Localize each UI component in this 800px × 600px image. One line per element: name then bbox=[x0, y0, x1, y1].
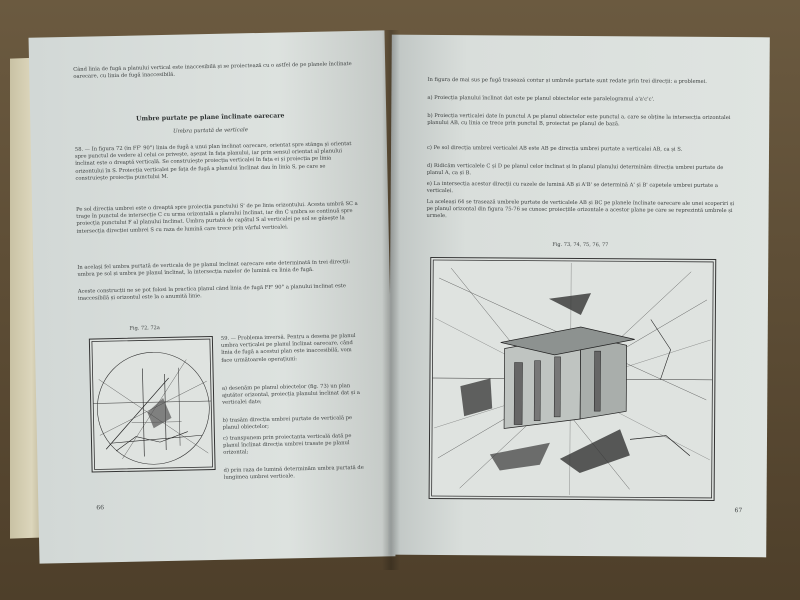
book-gutter-shadow bbox=[382, 30, 400, 570]
right-figure-73 bbox=[429, 257, 717, 501]
right-paragraph-7: La aceleași 64 se trasează umbrele purtate de verticalele AB și BC pe planele înclinate oarecare ale unei scoperiri și pe planul orizontal din figura 75-76 se cunosc proiecțiile orizontale a acestor plane pe care se reprezintă umbrele și urmele. bbox=[426, 198, 735, 220]
right-figure-caption: Fig. 73, 74, 75, 76, 77 bbox=[552, 241, 609, 249]
left-paragraph-6: a) desenăm pe planul obiectelor (fig. 73) un plan ajutător orizontal, proiecția planului înclinat dat și a verticalei date; bbox=[221, 383, 360, 407]
left-intro-text: Când linia de fugă a planului vertical este inaccesibilă și se proiectează cu o astfel de pe planele înclinate oarecare, cu linia de fugă inaccesibilă. bbox=[73, 61, 352, 81]
left-page bbox=[29, 30, 396, 563]
right-paragraph-2: a) Proiecția planului înclinat dat este pe planul obiectelor este paralelogramul a'a'c'c'. bbox=[427, 94, 655, 103]
left-figure-drawing bbox=[90, 337, 215, 472]
left-paragraph-8: c) transpunem prin proiectanta verticală dată pe planul înclinat direcția umbrei trasate pe planul orizontal; bbox=[222, 433, 352, 457]
left-page-number: 66 bbox=[96, 504, 105, 512]
right-paragraph-3: b) Proiecția verticalei date în punctul A pe planul obiectelor este punctul a, care se obține la intersecția orizontalei planului AB, cu linia ce trece prin punctul B, proiectat pe planul de bază. bbox=[427, 112, 731, 128]
right-figure-drawing bbox=[430, 258, 716, 500]
left-subheading: Umbra purtată de verticale bbox=[173, 127, 248, 135]
left-figure-72 bbox=[89, 336, 216, 473]
right-paragraph-6: e) La intersecția acestor direcții cu razele de lumină AB și A'B' se determină A' și B' capetele umbrei purtate a verticalei. bbox=[426, 180, 718, 195]
right-paragraph-5: d) Ridicăm verticalele C și D pe planul celor înclinat și în planul planului determinăm direcția umbrei purtate de planul A, ca și B. bbox=[426, 162, 724, 177]
left-paragraph-9: d) prin raza de lumină determinăm umbra purtată de lungimea umbrei verticale. bbox=[223, 464, 364, 481]
right-paragraph-1: În figura de mai sus pe fugă trasează contur și umbrele purtate sunt redate prin trei direcții: a problemei. bbox=[427, 76, 707, 85]
left-paragraph-3: În același fel umbra purtată de verticala de pe planul înclinat oarecare este determinată în trei direcții: umbra pe sol și umbra pe planul înclinat, la intersecția razelor de lumină cu linia de fugă. bbox=[77, 259, 351, 279]
left-figure-caption: Fig. 72, 72a bbox=[129, 325, 160, 332]
left-section-heading: Umbre purtate pe plane înclinate oarecare bbox=[136, 112, 285, 123]
left-paragraph-1: 58. — În figura 72 (în FF' 90°) linia de fugă a unui plan înclinat oarecare, orientat spre stânga și orientat spre punctul de vedere al celui ce privește, așezat în fața planului, iar prin sensul orientat al planului înclinat este o dreaptă verticală. Se construiește proiecția verticalei în fața ei și proiecția pe linia orizontului în S. Proiecția verticalei pe fața de fugă a planului înclinat dau în linia S, pe care se construiește proiecția punctului M. bbox=[74, 141, 352, 182]
left-paragraph-5: 59. — Problema inversă. Pentru a desena pe planul umbra verticalei pe planul înclinat oarecare, când linia de fugă a acestui plan este inaccesibilă, vom face următoarele operațiuni: bbox=[220, 333, 356, 364]
left-paragraph-7: b) trasăm direcția umbrei purtate de verticală pe planul obiectelor; bbox=[222, 415, 353, 432]
right-page-number: 67 bbox=[734, 507, 743, 515]
right-paragraph-4: c) Pe sol direcția umbrei verticalei AB este AB pe direcția umbrei purtate a verticalei AB, ca și S. bbox=[427, 144, 683, 153]
right-page bbox=[388, 35, 770, 558]
left-paragraph-2: Pe sol direcția umbrei este o dreaptă spre proiecția punctului S' de pe linia orizontului. Acesta umbră SC a trage în punctul de intersecție C cu urma orizontală a planului înclinat, iar din C umbra se continuă spre proiecția punctului F al planului înclinat. Umbra purtată de capătul S al verticalei pe sol se găsește la intersecția direcției umbrei S cu raza de lumină care trece prin vârful verticalei. bbox=[76, 200, 358, 235]
left-paragraph-4: Aceste construcții ne se pot folosi la practica planul când linia de fugă FF' 90° a planului înclinat este inaccesibilă și orizontul este la o anumită linie. bbox=[77, 283, 346, 303]
